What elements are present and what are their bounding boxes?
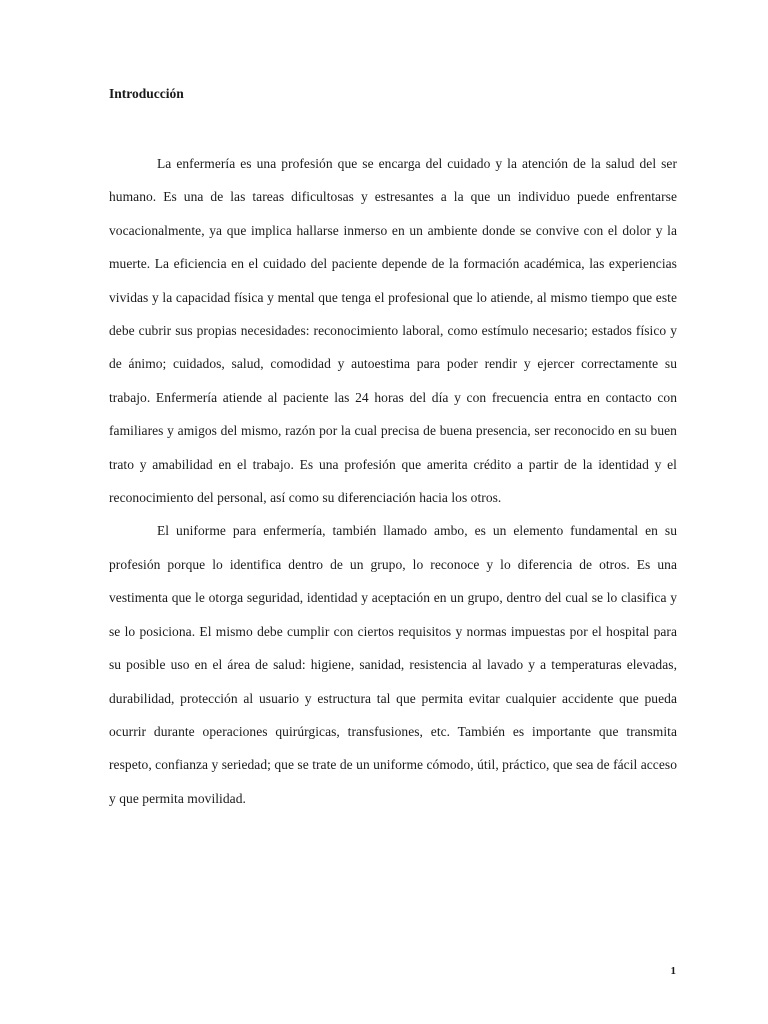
page-number: 1 [670, 965, 676, 977]
paragraph-2: El uniforme para enfermería, también llamado ambo, es un elemento fundamental en su profesión porque lo identifica dentro de un grupo, lo reconoce y lo diferencia de otros. Es una vestimenta que le otorga seguridad, identidad y aceptación en un grupo, dentro del cual se lo clasifica y se lo posiciona. El mismo debe cumplir con ciertos requisitos y normas impuestas por el hospital para su posible uso en el área de salud: higiene, sanidad, resistencia al lavado y a temperaturas elevadas, durabilidad, protección al usuario y estructura tal que permita evitar cualquier accidente que pueda ocurrir durante operaciones quirúrgicas, transfusiones, etc. También es importante que transmita respeto, confianza y seriedad; que se trate de un uniforme cómodo, útil, práctico, que sea de fácil acceso y que permita movilidad. [109, 523, 677, 806]
paragraph-1: La enfermería es una profesión que se encarga del cuidado y la atención de la salud del ser humano. Es una de las tareas dificultosas y estresantes a la que un individuo puede enfrentarse vocacionalmente, ya que implica hallarse inmerso en un ambiente donde se convive con el dolor y la muerte. La eficiencia en el cuidado del paciente depende de la formación académica, las experiencias vividas y la capacidad física y mental que tenga el profesional que lo atiende, al mismo tiempo que este debe cubrir sus propias necesidades: reconocimiento laboral, como estímulo necesario; estados físico y de ánimo; cuidados, salud, comodidad y autoestima para poder rendir y ejercer correctamente su trabajo. Enfermería atiende al paciente las 24 horas del día y con frecuencia entra en contacto con familiares y amigos del mismo, razón por la cual precisa de buena presencia, ser reconocido en su buen trato y amabilidad en el trabajo. Es una profesión que amerita crédito a partir de la identidad y el reconocimiento del personal, así como su diferenciación hacia los otros. [109, 156, 677, 506]
body-text [109, 147, 677, 815]
section-heading: Introducción [109, 86, 184, 101]
